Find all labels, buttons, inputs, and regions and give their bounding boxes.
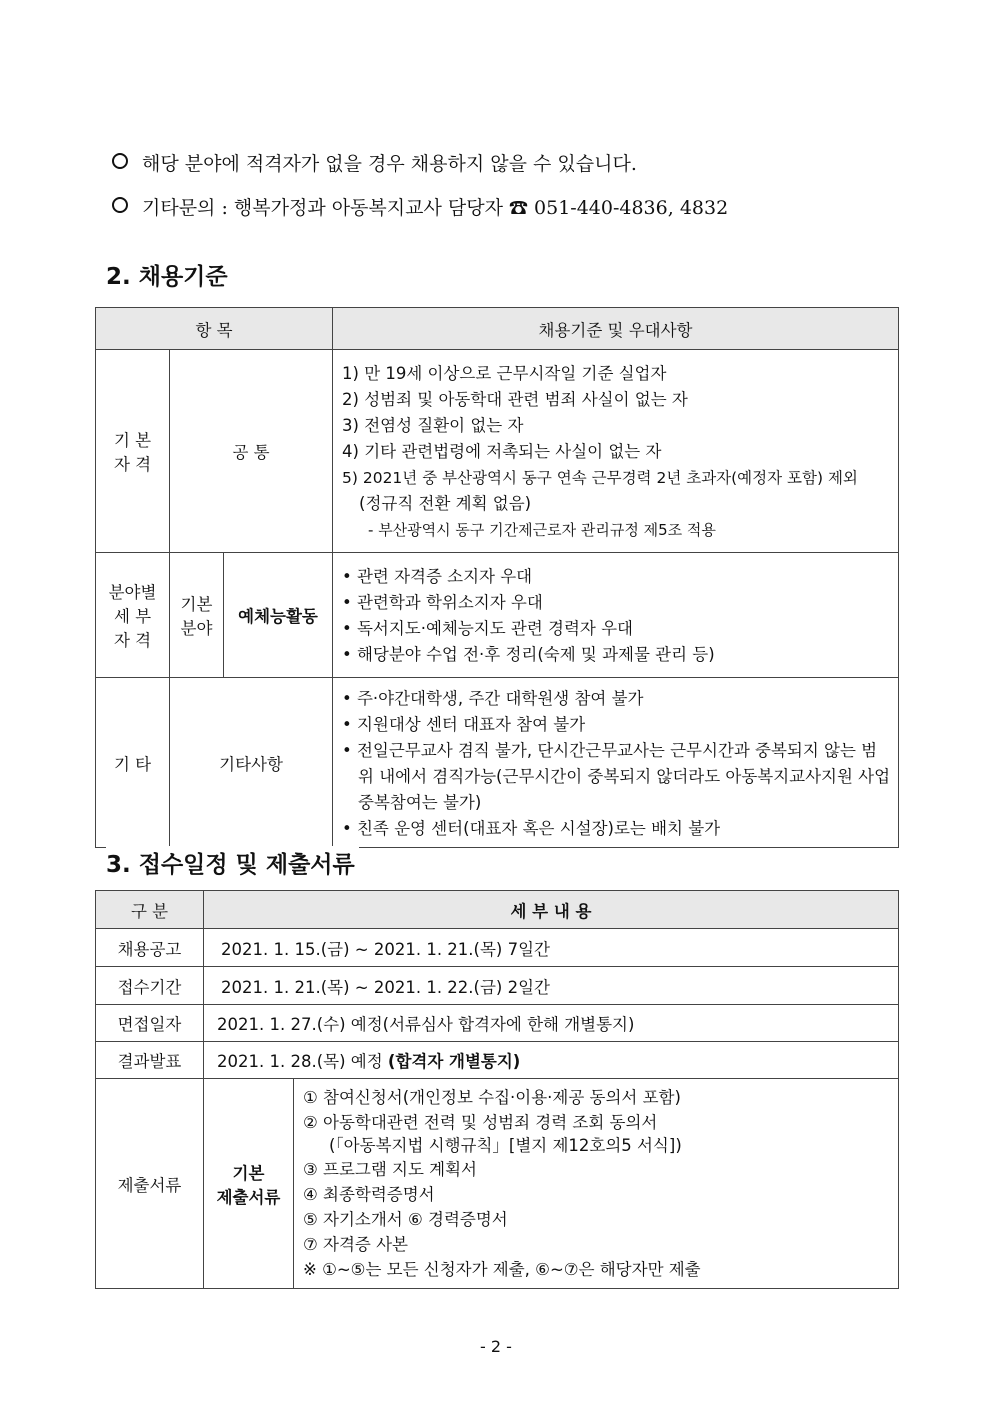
list-item: ⑦ 자격증 사본	[303, 1235, 408, 1254]
list-item: • 전일근무교사 겸직 불가, 단시간근무교사는 근무시간과 중복되지 않는 범위 내에서 겸직가능(근무시간이 중복되지 않더라도 아동복지교사지원 사업 중복참여는 불가)	[342, 740, 891, 812]
header-detail: 세 부 내 용	[204, 891, 899, 929]
section-3-title: 3. 접수일정 및 제출서류	[106, 846, 359, 879]
header-category: 구 분	[96, 891, 204, 929]
other-list	[333, 678, 899, 848]
list-item: • 해당분야 수업 전·후 정리(숙제 및 과제물 관리 등)	[342, 645, 715, 664]
field-name: 예체능활동	[224, 553, 333, 678]
docs-sub-label: 기본 제출서류	[204, 1079, 294, 1289]
list-item: 1) 만 19세 이상으로 근무시작일 기준 실업자	[342, 364, 667, 383]
page-number: - 2 -	[480, 1337, 512, 1356]
field-basic-label: 기본 분야	[170, 553, 224, 678]
row-label-interview: 면접일자	[96, 1005, 204, 1042]
list-item: ※ ①~⑤는 모든 신청자가 제출, ⑥~⑦은 해당자만 제출	[303, 1260, 701, 1279]
list-item: 5) 2021년 중 부산광역시 동구 연속 근무경력 2년 초과자(예정자 포함) 제외	[342, 469, 858, 487]
header-item: 항 목	[96, 308, 333, 350]
basic-qualification-list	[333, 350, 899, 553]
list-item: • 관련학과 학위소지자 우대	[342, 593, 543, 612]
list-item: • 친족 운영 센터(대표자 혹은 시설장)로는 배치 불가	[342, 818, 721, 838]
basic-common-label: 공 통	[170, 350, 333, 553]
header-criteria: 채용기준 및 우대사항	[333, 308, 899, 350]
docs-label: 제출서류	[96, 1079, 204, 1289]
field-qualification-list	[333, 553, 899, 678]
notice-no-qualified: 해당 분야에 적격자가 없을 경우 채용하지 않을 수 있습니다.	[112, 149, 637, 176]
list-item: (「아동복지법 시행규칙」[별지 제12호의5 서식])	[329, 1136, 682, 1155]
other-label: 기 타	[96, 678, 170, 848]
list-item: 3) 전염성 질환이 없는 자	[342, 416, 524, 435]
list-item: ③ 프로그램 지도 계획서	[303, 1160, 477, 1179]
row-value-application: 2021. 1. 21.(목) ~ 2021. 1. 22.(금) 2일간	[204, 967, 899, 1005]
docs-list	[294, 1079, 899, 1289]
row-value-announcement: 2021. 1. 15.(금) ~ 2021. 1. 21.(목) 7일간	[204, 929, 899, 967]
circle-bullet-icon	[112, 153, 128, 169]
circle-bullet-icon	[112, 197, 128, 213]
row-label-result: 결과발표	[96, 1042, 204, 1079]
list-item: 4) 기타 관련법령에 저촉되는 사실이 없는 자	[342, 442, 662, 461]
notice-contact: 기타문의 : 행복가정과 아동복지교사 담당자 ☎ 051-440-4836, 4832	[112, 193, 728, 220]
list-item: ④ 최종학력증명서	[303, 1185, 435, 1204]
schedule-table	[95, 890, 899, 1289]
criteria-table	[95, 307, 899, 848]
section-2-title: 2. 채용기준	[106, 264, 228, 290]
list-item: (정규직 전환 계획 없음)	[359, 494, 532, 513]
row-value-result: 2021. 1. 28.(목) 예정 (합격자 개별통지)	[204, 1042, 899, 1079]
list-item: 2) 성범죄 및 아동학대 관련 범죄 사실이 없는 자	[342, 390, 688, 409]
list-item: • 독서지도·예체능지도 관련 경력자 우대	[342, 619, 633, 638]
row-label-application: 접수기간	[96, 967, 204, 1005]
row-label-announcement: 채용공고	[96, 929, 204, 967]
basic-qualification-label: 기 본 자 격	[96, 350, 170, 553]
list-item: - 부산광역시 동구 기간제근로자 관리규정 제5조 적용	[368, 521, 716, 539]
other-sub-label: 기타사항	[170, 678, 333, 848]
list-item: • 지원대상 센터 대표자 참여 불가	[342, 714, 586, 734]
list-item: • 주·야간대학생, 주간 대학원생 참여 불가	[342, 688, 644, 708]
list-item: ① 참여신청서(개인정보 수집·이용·제공 동의서 포함)	[303, 1088, 681, 1107]
list-item: ⑤ 자기소개서 ⑥ 경력증명서	[303, 1210, 508, 1229]
field-qualification-label: 분야별 세 부 자 격	[96, 553, 170, 678]
list-item: • 관련 자격증 소지자 우대	[342, 567, 533, 586]
row-value-interview: 2021. 1. 27.(수) 예정(서류심사 합격자에 한해 개별통지)	[204, 1005, 899, 1042]
list-item: ② 아동학대관련 전력 및 성범죄 경력 조회 동의서	[303, 1113, 658, 1132]
